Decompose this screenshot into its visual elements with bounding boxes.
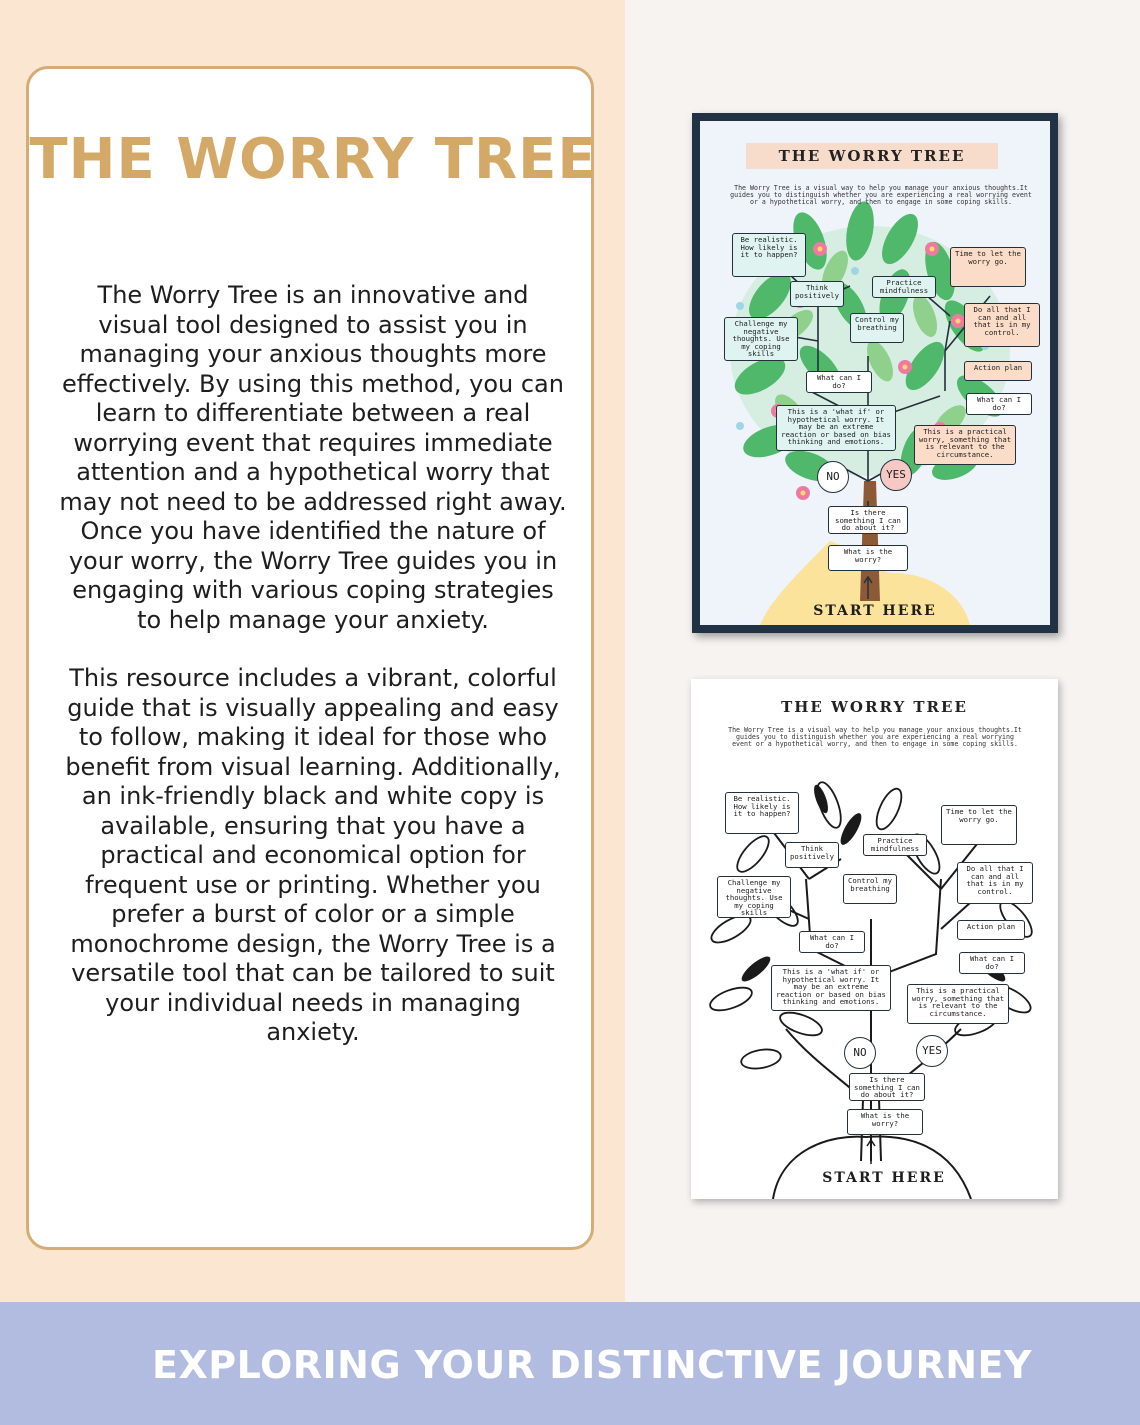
description-card [26, 66, 597, 1250]
bw-box-what-is-the-worry: What is the worry? [847, 1109, 923, 1135]
bw-poster-start-here: START HERE [822, 1170, 946, 1186]
box-what-is-the-worry: What is the worry? [828, 545, 908, 571]
color-poster-description: The Worry Tree is a visual way to help you manage your anxious thoughts.It guides you to distinguish whether you are experiencing a real worrying event or a hypothetical worry, and then to engage in some coping skills. [730, 184, 1032, 206]
card-title: THE WORRY TREE [29, 127, 597, 192]
bw-box-think-positively: Think positively [785, 842, 839, 868]
bw-box-practical: This is a practical worry, something that is relevant to the circumstance. [907, 984, 1009, 1024]
box-do-all-that: Do all that I can and all that is in my control. [964, 303, 1040, 347]
bw-box-time-to-let-go: Time to let the worry go. [941, 805, 1017, 845]
color-poster-title: THE WORRY TREE [746, 143, 998, 169]
bw-poster-description: The Worry Tree is a visual way to help you manage your anxious thoughts.It guides you to distinguish whether you are experiencing a real worrying event or a hypothetical worry, and then to engage in some coping skills. [728, 726, 1022, 748]
bw-circle-no: NO [844, 1037, 876, 1069]
circle-no: NO [817, 461, 849, 493]
box-what-can-i-do-right: What can I do? [966, 393, 1032, 415]
color-poster-start-here: START HERE [813, 603, 937, 619]
box-challenge: Challenge my negative thoughts. Use my coping skills [724, 317, 798, 361]
box-hypothetical: This is a 'what if' or hypothetical worry. It may be an extreme reaction or based on bias thinking and emotions. [776, 405, 896, 451]
bw-box-action-plan: Action plan [957, 920, 1025, 940]
bw-box-what-can-i-do-left: What can I do? [799, 931, 865, 953]
color-poster [692, 113, 1058, 633]
box-practice-mindfulness: Practice mindfulness [872, 276, 936, 298]
circle-yes: YES [880, 459, 912, 491]
box-practical: This is a practical worry, something that is relevant to the circumstance. [914, 425, 1016, 465]
footer-banner [0, 1302, 1140, 1425]
card-paragraph-1: The Worry Tree is an innovative and visual tool designed to assist you in managing your anxious thoughts more effectively. By using this method, you can learn to differentiate between a real worrying event that requires immediate attention and a hypothetical worry that may not need to be addressed right away. Once you have identified the nature of your worry, the Worry Tree guides you in engaging with various coping strategies to help manage your anxiety. [59, 281, 567, 634]
bw-poster-page [691, 679, 1058, 1199]
bw-box-what-can-i-do-right: What can I do? [959, 952, 1025, 974]
box-action-plan: Action plan [964, 361, 1032, 381]
bw-box-challenge: Challenge my negative thoughts. Use my coping skills [717, 876, 791, 918]
box-is-there-something: Is there something I can do about it? [828, 506, 908, 534]
bw-box-hypothetical: This is a 'what if' or hypothetical worry. It may be an extreme reaction or based on bias thinking and emotions. [771, 965, 891, 1011]
box-control-breathing: Control my breathing [850, 313, 904, 343]
card-body [59, 281, 567, 1077]
bw-circle-yes: YES [916, 1035, 948, 1067]
footer-text: EXPLORING YOUR DISTINCTIVE JOURNEY [152, 1343, 1032, 1387]
box-what-can-i-do-left: What can I do? [806, 371, 872, 393]
bw-box-do-all-that: Do all that I can and all that is in my control. [957, 862, 1033, 904]
bw-poster-title: THE WORRY TREE [781, 698, 968, 716]
bw-box-control-breathing: Control my breathing [843, 874, 897, 904]
bw-box-practice-mindfulness: Practice mindfulness [863, 834, 927, 856]
box-think-positively: Think positively [790, 281, 844, 307]
bw-box-is-there-something: Is there something I can do about it? [849, 1073, 925, 1101]
bw-poster [691, 679, 1058, 1199]
card-paragraph-2: This resource includes a vibrant, colorful guide that is visually appealing and easy to follow, making it ideal for those who benefit from visual learning. Additionally, an ink-friendly black and white copy is available, ensuring that you have a practical and economical option for frequent use or printing. Whether you prefer a burst of color or a simple monochrome design, the Worry Tree is a versatile tool that can be tailored to suit your individual needs in managing anxiety. [65, 664, 561, 1046]
box-time-to-let-go: Time to let the worry go. [950, 247, 1026, 287]
box-be-realistic: Be realistic. How likely is it to happen? [732, 233, 806, 277]
color-poster-page [700, 121, 1050, 625]
bw-box-be-realistic: Be realistic. How likely is it to happen? [725, 792, 799, 834]
